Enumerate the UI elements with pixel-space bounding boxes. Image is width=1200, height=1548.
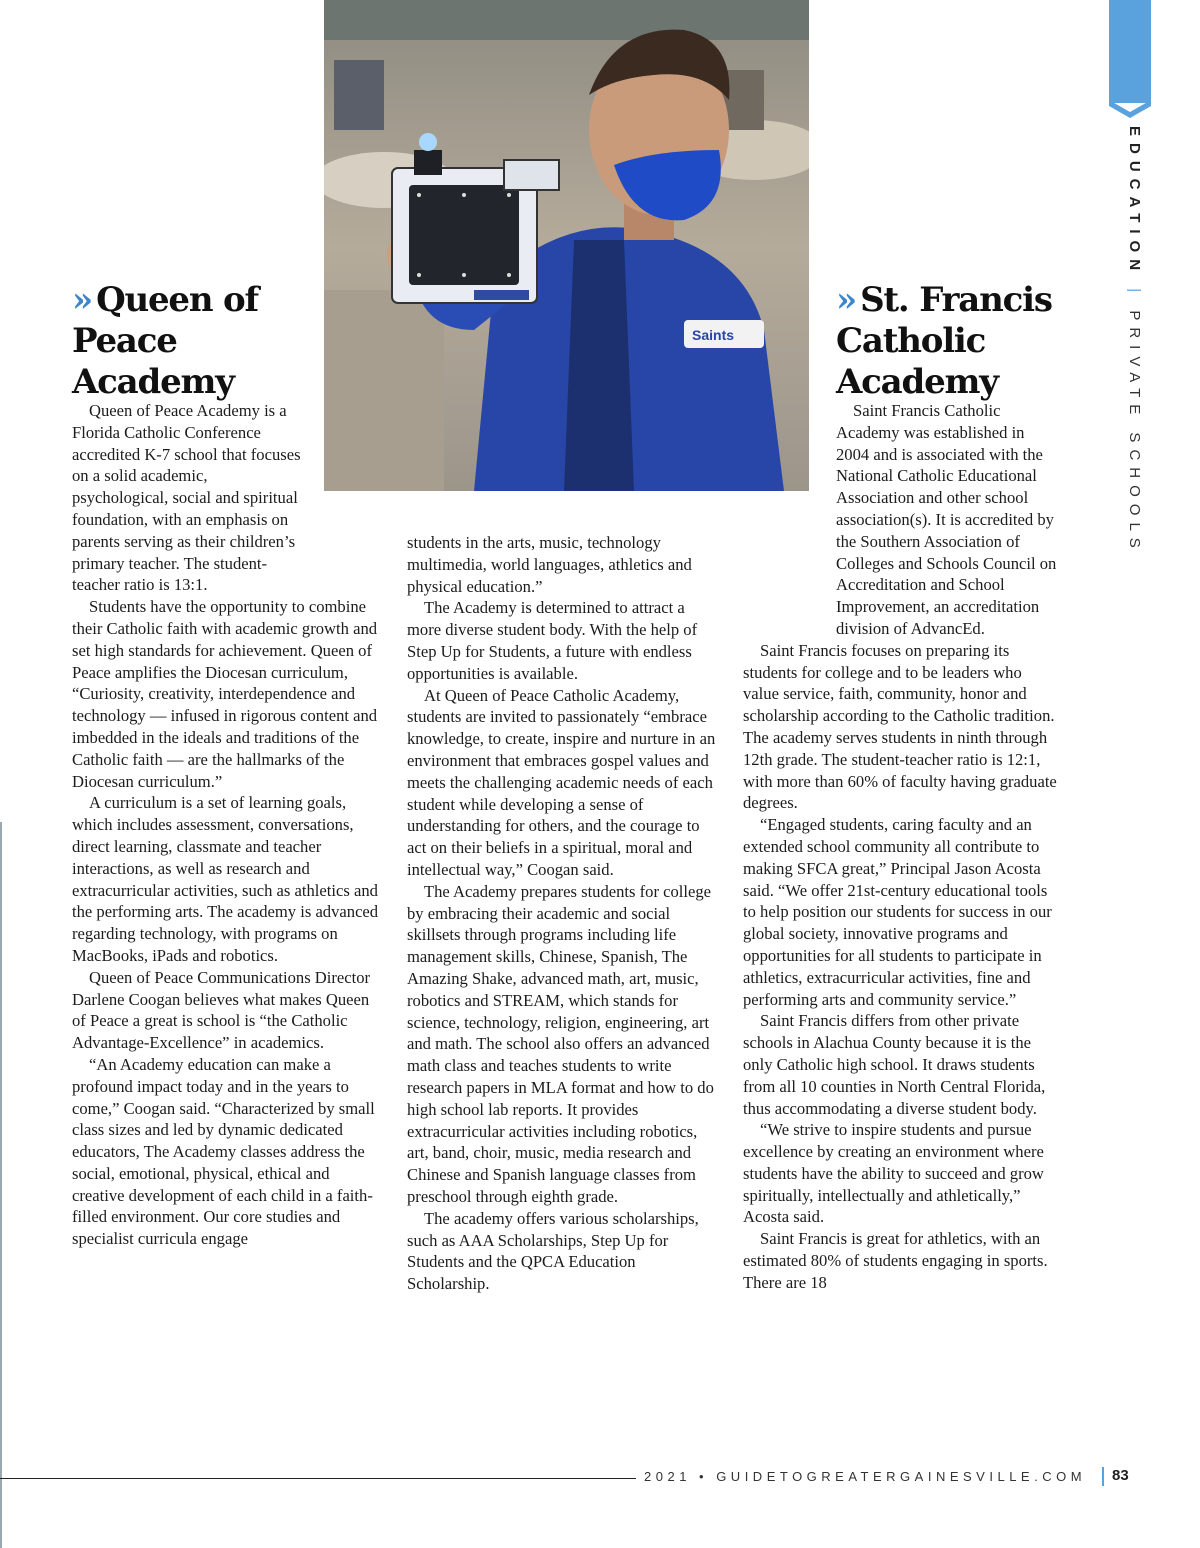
- sf-paragraph-5: “We strive to inspire students and pursue excellence by creating an environment where students have the ability to succeed and grow spiritually, intellectually and athletically,” Acosta said.: [743, 1120, 1044, 1227]
- qp-paragraph-2: Students have the opportunity to combine their Catholic faith with academic growth and set high standards for achievement. Queen of Peace amplifies the Diocesan curriculum, “Curiosity, creativity, interdependence and technology — infused in rigorous content and imbedded in the ideals and traditions of the Catholic faith — are the hallmarks of the Diocesan curriculum.”: [72, 597, 378, 791]
- footer-website: 2021 • GUIDETOGREATERGAINESVILLE.COM: [644, 1469, 1087, 1484]
- jacket-badge: Saints: [692, 327, 735, 343]
- sf-paragraph-1: Saint Francis Catholic Academy was established in 2004 and is associated with the National Catholic Educational Association and other school association(s). It is accredited by the Southern Association of Colleges and Schools Council on Accreditation and School Improvement, an accreditation division of AdvancEd.: [836, 401, 1057, 638]
- article-column-left: [72, 400, 386, 1250]
- sf-paragraph-4: Saint Francis differs from other private schools in Alachua County because it is the only Catholic high school. It draws students from all 10 counties in North Central Florida, thus accommodating a diverse student body.: [743, 1011, 1046, 1118]
- page-number: 83: [1112, 1467, 1129, 1484]
- qp-paragraph-5: “An Academy education can make a profound impact today and in the years to come,” Coogan said. “Characterized by small class sizes and led by dynamic dedicated educators, The Academy classes address the social, emotional, physical, ethical and creative development of each child in a faith-filled environment. Our core studies and specialist curricula engage: [72, 1054, 375, 1249]
- qp-paragraph-9: The Academy prepares students for college by embracing their academic and social skillsets through programs including life management skills, Chinese, Spanish, The Amazing Shake, advanced math, art, music, robotics and STREAM, which stands for science, technology, religion, engineering, art and math. The school also offers an advanced math class and teaches students to write research papers in MLA format and how to do high school lab reports. It provides extracurricular activities including robotics, art, band, choir, music, media research and Chinese and Spanish language classes from preschool through eighth grade.: [407, 881, 714, 1206]
- footer-divider: [1102, 1467, 1104, 1486]
- section-separator: |: [1126, 288, 1143, 300]
- footer-rule: [0, 1478, 636, 1479]
- qp-paragraph-7: The Academy is determined to attract a more diverse student body. With the help of Step Up for Students, a future with endless opportunities is available.: [407, 598, 698, 683]
- st-francis-title: St. Francis Catholic Academy: [836, 280, 1052, 402]
- section-primary: EDUCATION: [1126, 126, 1143, 278]
- queen-of-peace-title: Queen of Peace Academy: [72, 280, 258, 402]
- left-margin-rule: [0, 822, 2, 1548]
- section-tab-chevron-icon: [1109, 100, 1151, 120]
- section-tab: [1109, 0, 1151, 103]
- article-column-right: [743, 400, 1058, 1294]
- chevron-icon: »: [72, 280, 93, 320]
- qp-paragraph-8: At Queen of Peace Catholic Academy, students are invited to passionately “embrace knowledge, to create, inspire and nurture in an environment that embraces gospel values and meets the challenging academic needs of each student while developing a sense of understanding for others, and the courage to act on their beliefs in a spiritual, moral and intellectual way,” Coogan said.: [407, 685, 716, 879]
- qp-paragraph-6: students in the arts, music, technology multimedia, world languages, athletics and physical education.”: [407, 533, 692, 596]
- chevron-icon: »: [836, 280, 857, 320]
- sf-paragraph-2: Saint Francis focuses on preparing its students for college and to be leaders who value service, faith, community, honor and scholarship according to the Catholic tradition. The academy serves students in ninth through 12th grade. The student-teacher ratio is 12:1, with more than 60% of faculty having graduate degrees.: [743, 640, 1057, 813]
- qp-paragraph-10: The academy offers various scholarships, such as AAA Scholarships, Step Up for Students and the QPCA Education Scholarship.: [407, 1208, 699, 1294]
- sf-paragraph-6: Saint Francis is great for athletics, with an estimated 80% of students engaging in sports. There are 18: [743, 1229, 1048, 1292]
- article-column-middle: [407, 532, 722, 1295]
- sf-paragraph-3: “Engaged students, caring faculty and an extended school community all contribute to making SFCA great,” Principal Jason Acosta said. “We offer 21st-century educational tools to help position our students for success in our global society, innovative programs and opportunities for all students to participate in athletics, extracurricular activities, fine and performing arts and community service.”: [743, 815, 1052, 1009]
- qp-paragraph-1: Queen of Peace Academy is a Florida Catholic Conference accredited K-7 school that focuses on a solid academic, psychological, social and spiritual foundation, with an emphasis on parents serving as their children’s primary teacher. The student-teacher ratio is 13:1.: [72, 401, 301, 595]
- student-robot-photo: [324, 0, 809, 491]
- section-label: [1113, 126, 1143, 566]
- st-francis-heading: [836, 280, 1086, 403]
- qp-paragraph-4: Queen of Peace Communications Director Darlene Coogan believes what makes Queen of Peace a great is school is “the Catholic Advantage-Excellence” in academics.: [72, 967, 371, 1053]
- section-secondary: PRIVATE SCHOOLS: [1126, 310, 1143, 555]
- queen-of-peace-heading: [72, 280, 322, 403]
- qp-paragraph-3: A curriculum is a set of learning goals, which includes assessment, conversations, direct learning, classmate and teacher interactions, as well as research and extracurricular activities, such as athletics and the performing arts. The academy is advanced regarding technology, with programs on MacBooks, iPads and robotics.: [72, 793, 379, 965]
